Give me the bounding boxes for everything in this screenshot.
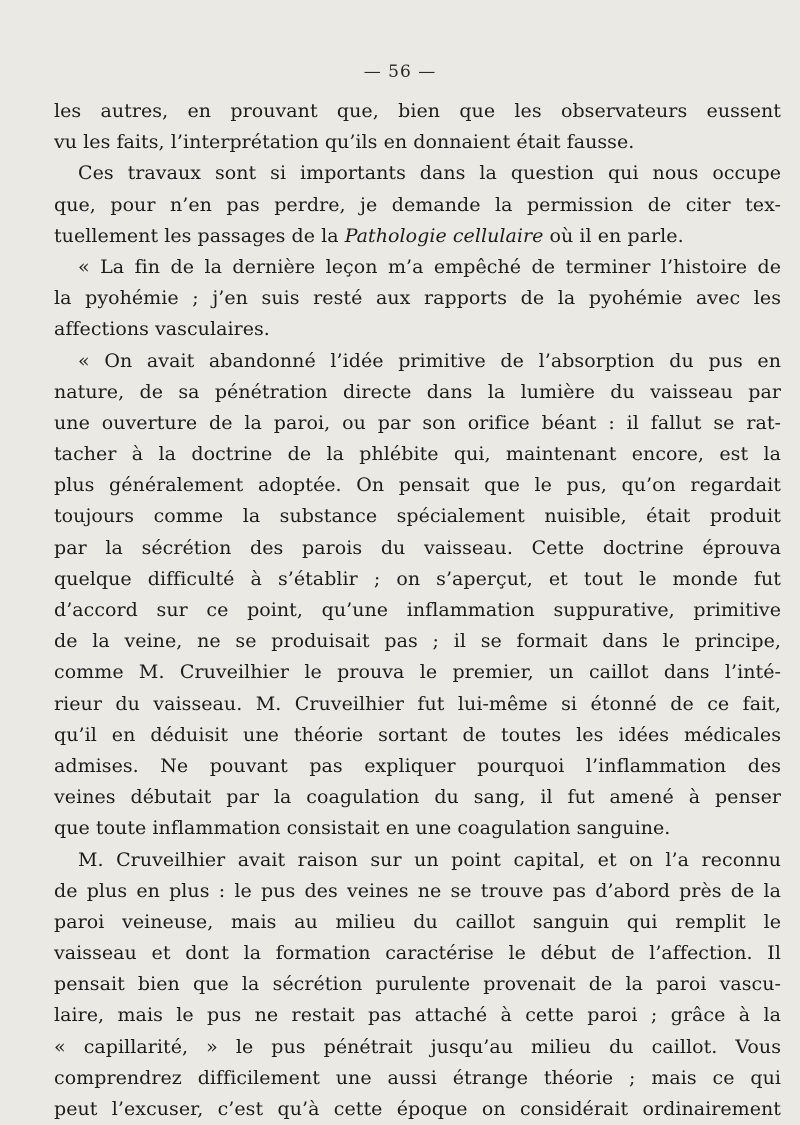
text-line — [54, 283, 781, 314]
text-line-content: de la veine, ne se produisait pas ; il se formait dans le principe, — [54, 630, 781, 653]
text-line-content: affections vasculaires. — [54, 318, 270, 341]
text-line-content: pensait bien que la sécrétion purulente provenait de la paroi vascu- — [54, 973, 781, 996]
text-line — [54, 158, 781, 189]
text-line-content: « On avait abandonné l’idée primitive de l’absorption du pus en — [78, 349, 781, 372]
text-line-content: « La fin de la dernière leçon m’a empêché de terminer l’histoire de — [78, 255, 781, 278]
text-line — [54, 782, 781, 813]
body-text — [54, 96, 781, 1125]
text-line — [54, 813, 781, 844]
text-line — [54, 876, 781, 907]
text-line — [54, 1094, 781, 1125]
text-line-content: Ces travaux sont si importants dans la question qui nous occupe — [78, 162, 781, 185]
text-line — [54, 346, 781, 377]
text-line — [54, 938, 781, 969]
text-line-content: rieur du vaisseau. M. Cruveilhier fut lui-même si étonné de ce fait, — [54, 692, 781, 715]
text-line-content: tuellement les passages de la — [54, 224, 345, 247]
text-line-content: M. Cruveilhier avait raison sur un point capital, et on l’a reconnu — [78, 848, 781, 871]
text-line — [54, 408, 781, 439]
text-line — [54, 533, 781, 564]
text-line — [54, 657, 781, 688]
text-line — [54, 470, 781, 501]
text-line — [54, 439, 781, 470]
book-title: Pathologie cellulaire — [344, 224, 544, 247]
text-line-content: quelque difficulté à s’établir ; on s’aperçut, et tout le monde fut — [54, 567, 781, 590]
text-line — [54, 564, 781, 595]
text-line-content: « capillarité, » le pus pénétrait jusqu’au milieu du caillot. Vous — [54, 1035, 781, 1058]
text-line — [54, 689, 781, 720]
text-line-content: vaisseau et dont la formation caractérise le début de l’affection. Il — [54, 942, 781, 965]
text-line-content: vu les faits, l’interprétation qu’ils en donnaient était fausse. — [54, 131, 635, 154]
text-line — [54, 1000, 781, 1031]
text-line-content: peut l’excuser, c’est qu’à cette époque on considérait ordinairement — [54, 1098, 781, 1120]
text-line-content: tacher à la doctrine de la phlébite qui, maintenant encore, est la — [54, 443, 781, 466]
text-line-content: laire, mais le pus ne restait pas attaché à cette paroi ; grâce à la — [54, 1004, 781, 1027]
text-line-content: que toute inflammation consistait en une coagulation sanguine. — [54, 817, 671, 840]
text-line — [54, 501, 781, 532]
text-line — [54, 221, 781, 252]
text-line-continuation: où il en parle. — [543, 224, 684, 247]
text-line — [54, 845, 781, 876]
text-line-content: nature, de sa pénétration directe dans la lumière du vaisseau par — [54, 380, 781, 403]
text-line-content: une ouverture de la paroi, ou par son orifice béant : il fallut se rat- — [54, 411, 781, 434]
text-line — [54, 1032, 781, 1063]
text-line — [54, 595, 781, 626]
text-line — [54, 969, 781, 1000]
text-line — [54, 377, 781, 408]
text-line — [54, 1063, 781, 1094]
text-line — [54, 314, 781, 345]
text-line — [54, 626, 781, 657]
text-line-content: de plus en plus : le pus des veines ne se trouve pas d’abord près de la — [54, 879, 781, 902]
text-line — [54, 907, 781, 938]
text-line-content: par la sécrétion des parois du vaisseau. Cette doctrine éprouva — [54, 536, 781, 559]
text-line — [54, 96, 781, 127]
text-line-content: que, pour n’en pas perdre, je demande la permission de citer tex- — [54, 193, 781, 216]
text-line-content: plus généralement adoptée. On pensait que le pus, qu’on regardait — [54, 474, 781, 497]
text-line-content: comme M. Cruveilhier le prouva le premier, un caillot dans l’inté- — [54, 661, 781, 684]
text-line — [54, 751, 781, 782]
text-line-content: comprendrez difficilement une aussi étrange théorie ; mais ce qui — [54, 1066, 781, 1089]
text-line-content: la pyohémie ; j’en suis resté aux rapports de la pyohémie avec les — [54, 287, 781, 310]
page-number: — 56 — — [363, 62, 437, 82]
text-line-content: toujours comme la substance spécialement nuisible, était produit — [54, 505, 781, 528]
text-line-content: d’accord sur ce point, qu’une inflammation suppurative, primitive — [54, 599, 781, 621]
text-line-content: paroi veineuse, mais au milieu du caillot sanguin qui remplit le — [54, 910, 781, 933]
text-line — [54, 127, 781, 158]
text-line — [54, 190, 781, 221]
text-line-content: qu’il en déduisit une théorie sortant de toutes les idées médicales — [54, 723, 781, 746]
text-line-content: les autres, en prouvant que, bien que les observateurs eussent — [54, 100, 781, 122]
text-line-content: admises. Ne pouvant pas expliquer pourquoi l’inflammation des — [54, 754, 781, 777]
text-line — [54, 720, 781, 751]
text-line — [54, 252, 781, 283]
text-line-content: veines débutait par la coagulation du sang, il fut amené à penser — [54, 786, 781, 809]
